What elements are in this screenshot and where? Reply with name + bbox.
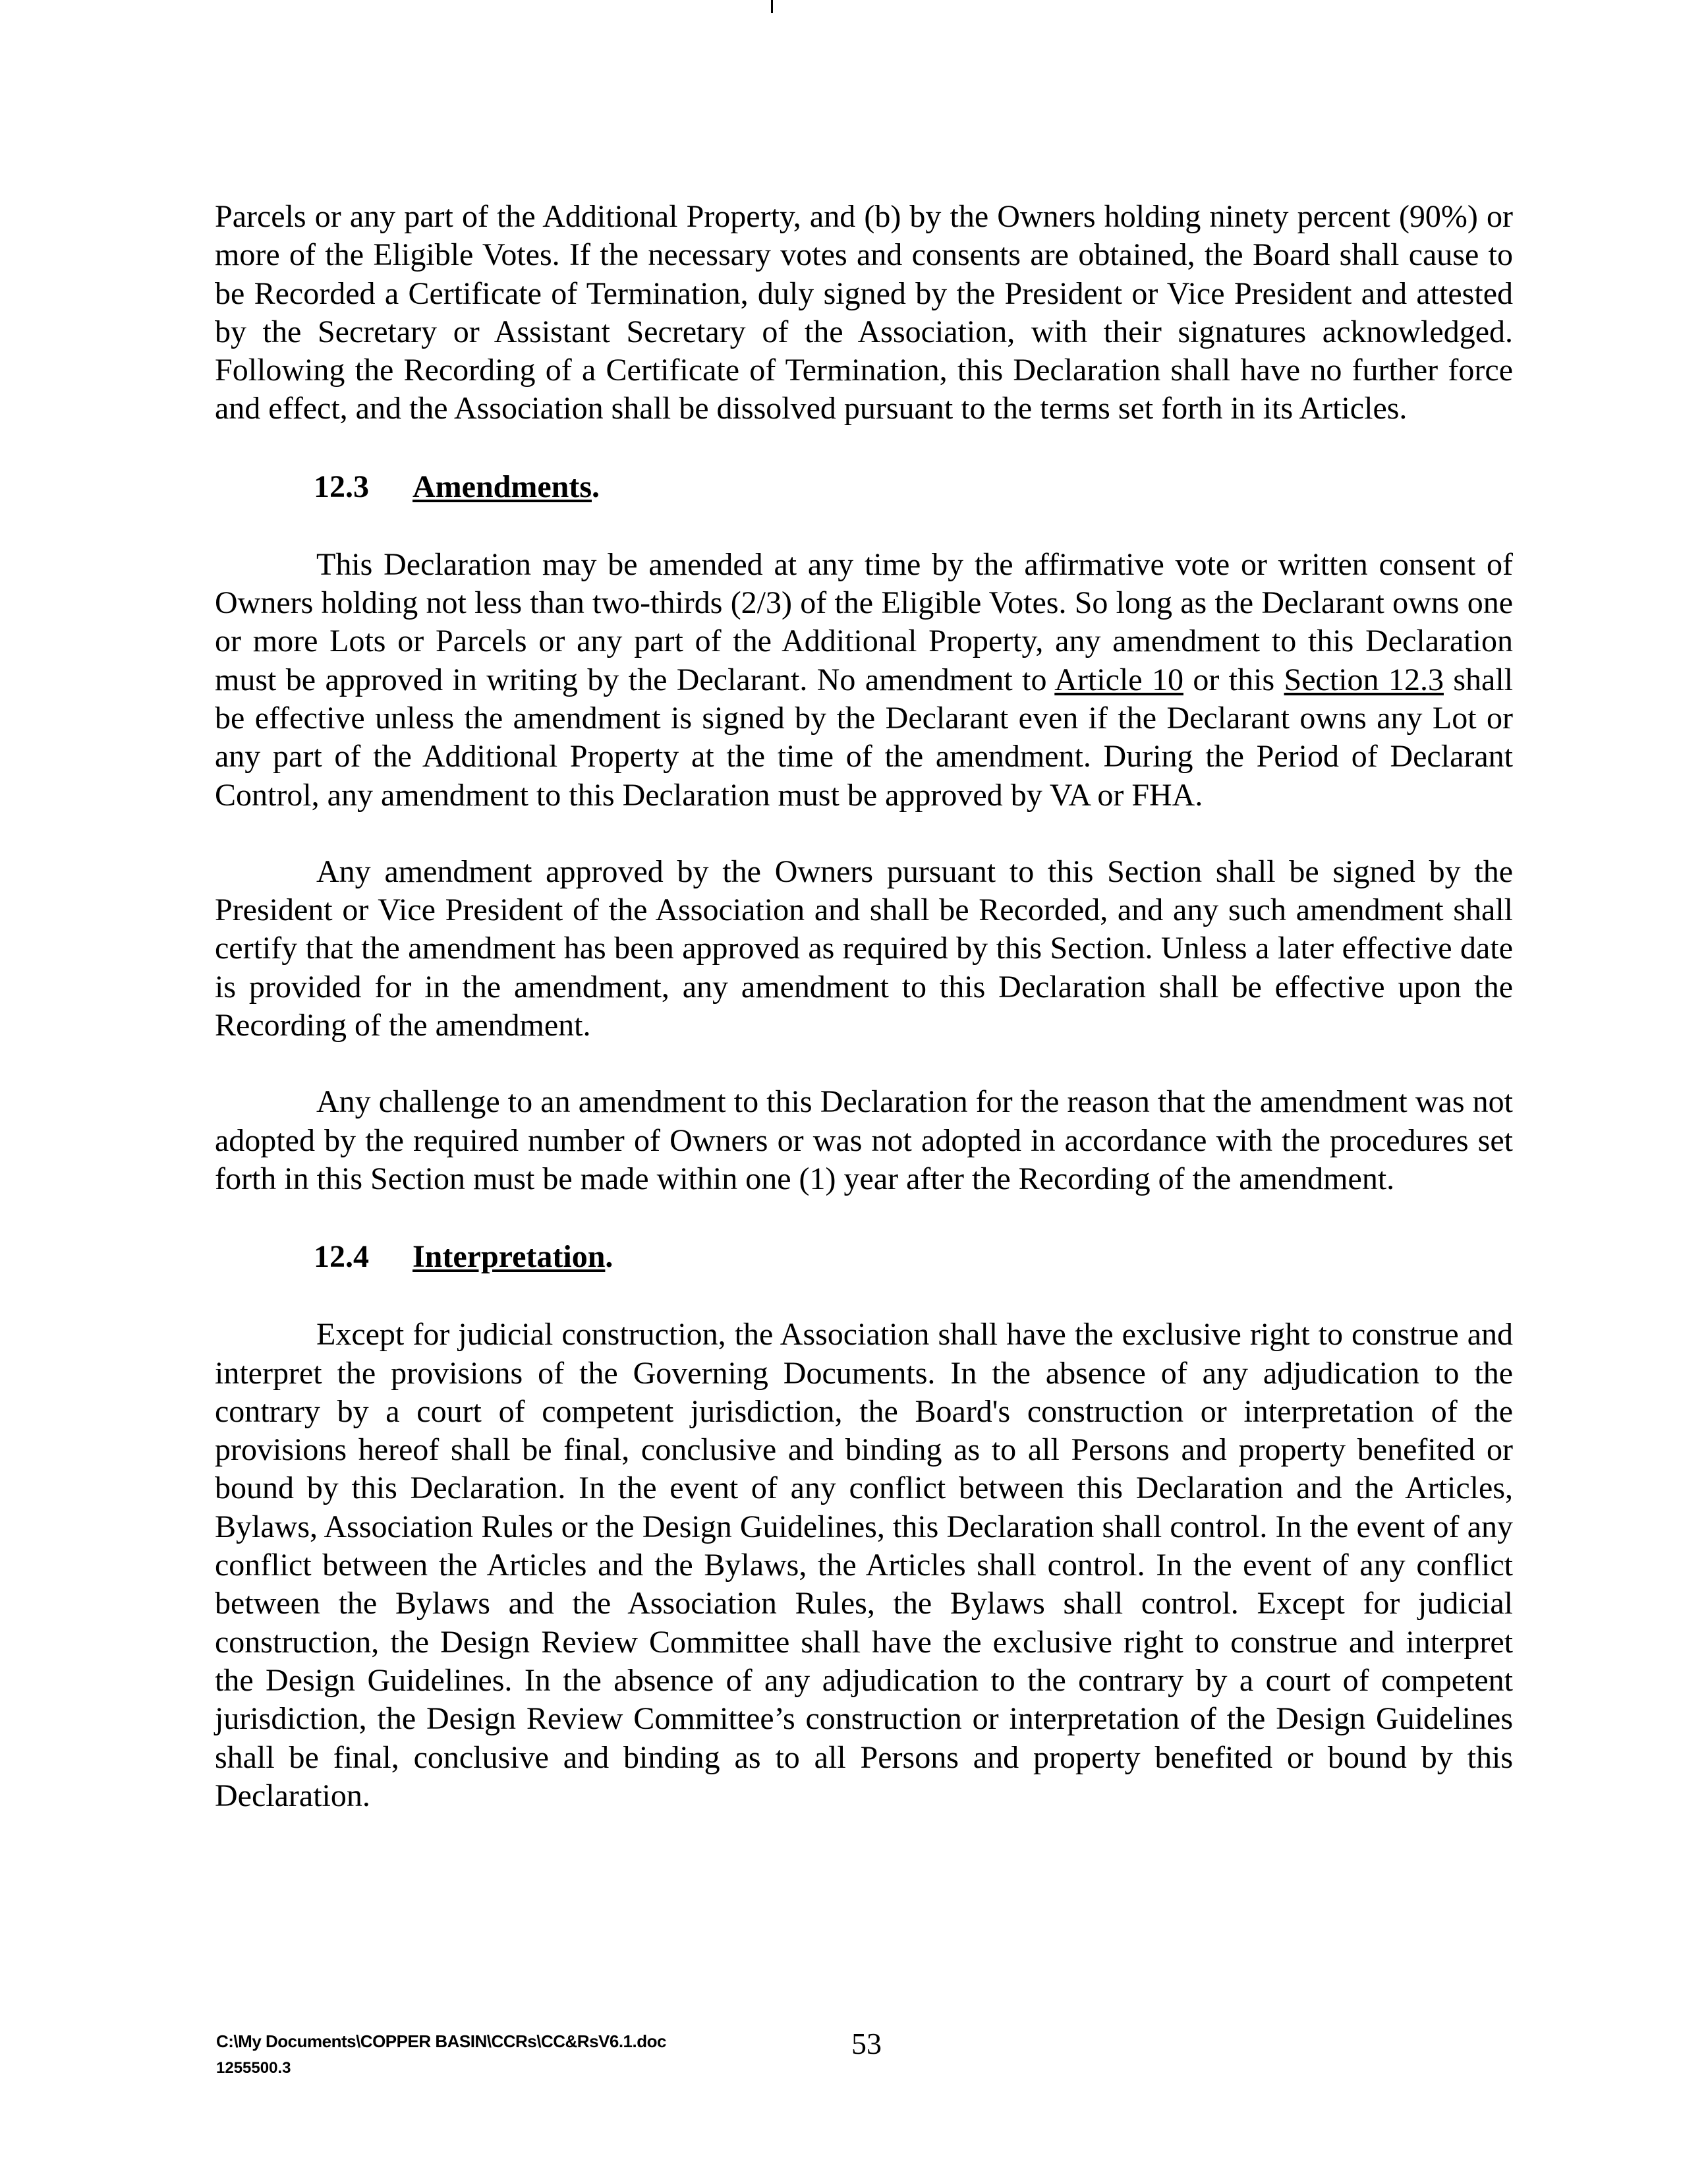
section-title: Amendments <box>413 469 592 504</box>
section-heading-12-4: 12.4 Interpretation. <box>215 1238 1513 1276</box>
section-number: 12.4 <box>314 1239 369 1275</box>
paragraph-interpretation: Except for judicial construction, the Association shall have the exclusive right to construe and interpret the provisions of the Governing Documents. In the absence of any adjudication to the contrary by a court of competent jurisdiction, the Board's construction or interpretation of the provisions hereof shall be final, conclusive and binding as to all Persons and property benefited or bound by this Declaration. In the event of any conflict between this Declaration and the Articles, Bylaws, Association Rules or the Design Guidelines, this Declaration shall control. In the event of any conflict between the Articles and the Bylaws, the Articles shall control. In the event of any conflict between the Bylaws and the Association Rules, the Bylaws shall control. Except for judicial construction, the Design Review Committee shall have the exclusive right to construe and interpret the Design Guidelines. In the absence of any adjudication to the contrary by a court of competent jurisdiction, the Design Review Committee’s construction or interpretation of the Design Guidelines shall be final, conclusive and binding as to all Persons and property benefited or bound by this Declaration. <box>215 1317 1513 1813</box>
article-10-reference: Article 10 <box>1054 662 1183 697</box>
section-title: Interpretation <box>413 1239 606 1275</box>
page-number: 53 <box>851 2027 882 2060</box>
section-12-3-reference: Section 12.3 <box>1284 662 1444 697</box>
scan-mark <box>771 0 773 13</box>
paragraph-amendments-1: This Declaration may be amended at any time by the affirmative vote or written consent of Owners holding not less than two-thirds (2/3) of the Eligible Votes. So long as the Declarant owns one or more Lots or Parcels or any part of the Additional Property, any amendment to this Declaration must be approved in writing by the Declarant. No amendment to Article 10 or this Section 12.3 shall be effective unless the amendment is signed by the Declarant even if the Declarant owns any Lot or any part of the Additional Property at the time of the amendment. During the Period of Declarant Control, any amendment to this Declaration must be approved by VA or FHA. <box>215 546 1514 813</box>
page-body <box>215 198 1513 1815</box>
section-heading-12-3: 12.3 Amendments. <box>215 468 1513 506</box>
paragraph-termination-continued: Parcels or any part of the Additional Property, and (b) by the Owners holding ninety percent (90%) or more of the Eligible Votes. If the necessary votes and consents are obtained, the Board shall cause to be Recorded a Certificate of Termination, duly signed by the President or Vice President and attested by the Secretary or Assistant Secretary of the Association, with their signatures acknowledged. Following the Recording of a Certificate of Termination, this Declaration shall have no further force and effect, and the Association shall be dissolved pursuant to the terms set forth in its Articles. <box>215 199 1513 426</box>
footer-file-path: C:\My Documents\COPPER BASIN\CCRs\CC&RsV6.1.doc <box>216 2031 666 2051</box>
section-number: 12.3 <box>314 469 369 504</box>
footer-document-id: 1255500.3 <box>216 2059 291 2077</box>
paragraph-amendments-3: Any challenge to an amendment to this Declaration for the reason that the amendment was not adopted by the required number of Owners or was not adopted in accordance with the procedures set forth in this Section must be made within one (1) year after the Recording of the amendment. <box>215 1084 1513 1196</box>
paragraph-amendments-2: Any amendment approved by the Owners pursuant to this Section shall be signed by the President or Vice President of the Association and shall be Recorded, and any such amendment shall certify that the amendment has been approved as required by this Section. Unless a later effective date is provided for in the amendment, any amendment to this Declaration shall be effective upon the Recording of the amendment. <box>215 854 1513 1043</box>
